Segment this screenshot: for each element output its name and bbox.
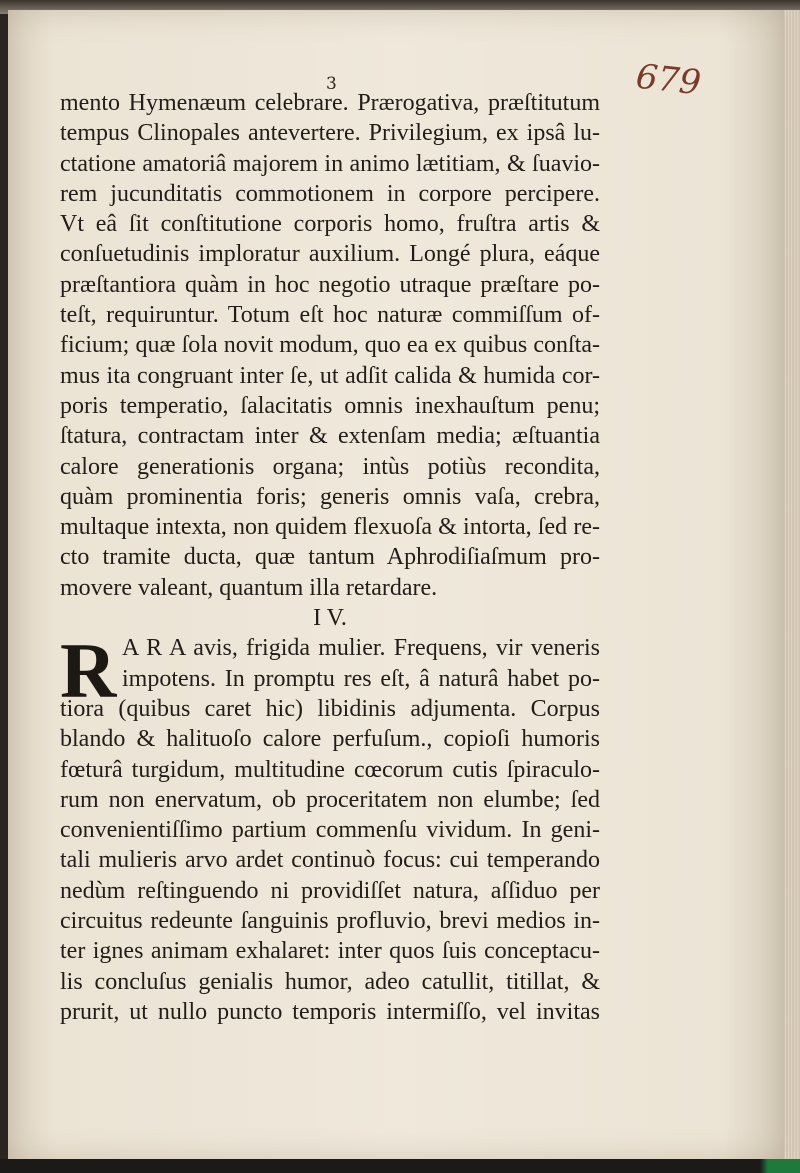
text-line: calore generationis organa; intùs potiùs recondita,: [60, 453, 600, 480]
section-heading: I V.: [313, 605, 347, 632]
text-line: nedùm reſtinguendo ni providiſſet natura, aſſiduo per: [60, 877, 600, 904]
text-line: Vt eâ ſit conſtitutione corporis homo, fruſtra artis &: [60, 211, 600, 238]
paragraph-1: [60, 88, 600, 603]
text-line: mento Hymenæum celebrare. Prærogativa, præſtitutum: [60, 90, 600, 116]
text-line: rem jucunditatis commotionem in corpore percipere.: [60, 180, 600, 207]
text-line: ſtatura, contractam inter & extenſam media; æſtuantia: [60, 423, 600, 450]
page-number: 3: [326, 74, 337, 94]
text-line: conſuetudinis imploratur auxilium. Longé plura, eáque: [60, 241, 600, 268]
text-line: multaque intexta, non quidem flexuoſa & intorta, ſed re-: [60, 514, 600, 541]
text-line: blando & halituoſo calore perfuſum., copioſi humoris: [60, 726, 600, 753]
text-line: A R A avis, frigida mulier. Frequens, vir veneris: [122, 635, 600, 662]
paragraph-2: [60, 627, 600, 1027]
text-line: tiora (quibus caret hic) libidinis adjumenta. Corpus: [60, 695, 600, 722]
text-line: poris temperatio, ſalacitatis omnis inexhauſtum penu;: [60, 392, 600, 419]
text-line: rum non enervatum, ob proceritatem non elumbe; ſed: [60, 786, 600, 813]
body-text: [60, 88, 600, 1027]
page-edge: [784, 10, 800, 1160]
text-line: ter ignes animam exhalaret: inter quos ſuis conceptacu-: [60, 938, 600, 965]
text-line: teſt, requiruntur. Totum eſt hoc naturæ commiſſum of-: [60, 302, 600, 329]
text-line: lis concluſus genialis humor, adeo catullit, titillat, &: [60, 968, 600, 995]
text-line: circuitus redeunte ſanguinis profluvio, brevi medios in-: [60, 908, 600, 935]
text-line: movere valeant, quantum illa retardare.: [60, 574, 438, 601]
text-line: tali mulieris arvo ardet continuò focus: cui temperando: [60, 847, 600, 874]
text-line: cto tramite ducta, quæ tantum Aphrodiſiaſmum pro-: [60, 544, 600, 571]
handwritten-folio: 679: [634, 56, 703, 104]
text-line: mus ita congruant inter ſe, ut adſit calida & humida cor-: [60, 362, 600, 389]
text-line: præſtantiora quàm in hoc negotio utraque præſtare po-: [60, 271, 600, 298]
text-line: prurit, ut nullo puncto temporis intermiſſo, vel invitas: [60, 998, 600, 1025]
text-line: impotens. In promptu res eſt, â naturâ habet po-: [122, 665, 600, 692]
text-line: tempus Clinopales antevertere. Privilegium, ex ipsâ lu-: [60, 120, 600, 147]
text-line: convenientiſſimo partium commenſu vividum. In geni-: [60, 817, 600, 844]
text-line: fœturâ turgidum, multitudine cœcorum cutis ſpiraculo-: [60, 756, 600, 783]
drop-cap: R: [60, 627, 117, 715]
text-line: ficium; quæ ſola novit modum, quo ea ex quibus conſta-: [60, 332, 600, 359]
scanner-bottom-bar: [0, 1159, 800, 1173]
text-line: quàm prominentia foris; generis omnis vaſa, crebra,: [60, 483, 600, 510]
text-line: ctatione amatoriâ majorem in animo lætitiam, & ſuavio-: [60, 150, 600, 177]
